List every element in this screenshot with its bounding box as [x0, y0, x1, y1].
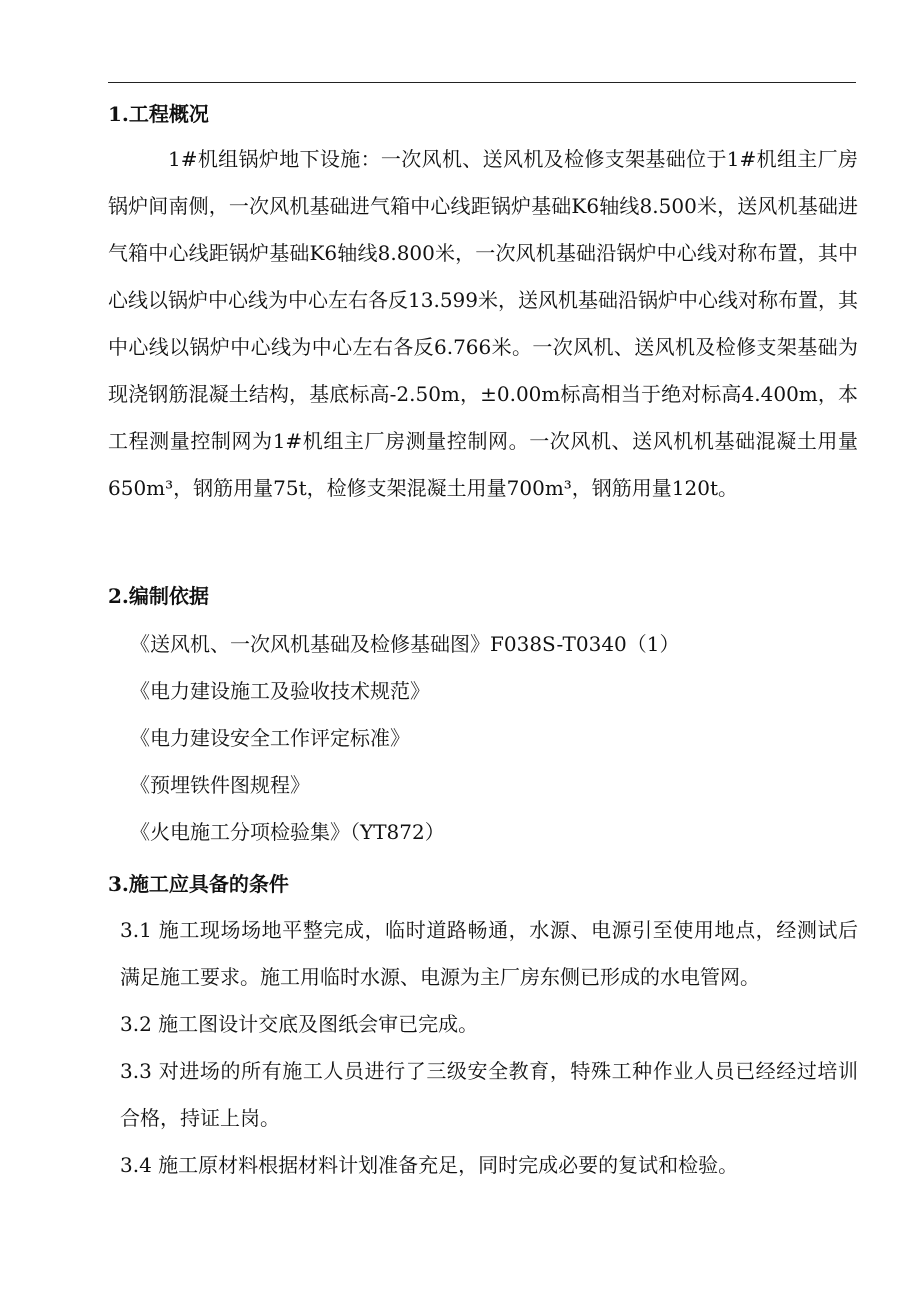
reference-item: 《电力建设施工及验收技术规范》	[130, 679, 430, 703]
reference-item: 《火电施工分项检验集》（YT872）	[130, 820, 445, 844]
section-1-heading: 1.工程概况	[108, 102, 209, 126]
reference-item: 《送风机、一次风机基础及检修基础图》F038S-T0340（1）	[130, 632, 680, 656]
condition-item: 3.3 对进场的所有施工人员进行了三级安全教育，特殊工种作业人员已经经过培训合格，持证上岗。	[120, 1059, 858, 1130]
header-rule	[108, 82, 856, 83]
section-2-heading: 2.编制依据	[108, 584, 209, 608]
condition-item: 3.1 施工现场场地平整完成，临时道路畅通，水源、电源引至使用地点，经测试后满足施工要求。施工用临时水源、电源为主厂房东侧已形成的水电管网。	[120, 918, 858, 989]
section-3-heading: 3.施工应具备的条件	[108, 872, 289, 896]
section-1-paragraph: 1#机组锅炉地下设施：一次风机、送风机及检修支架基础位于1#机组主厂房锅炉间南侧，一次风机基础进气箱中心线距锅炉基础K6轴线8.500米，送风机基础进气箱中心线距锅炉基础K6轴线8.800米，一次风机基础沿锅炉中心线对称布置，其中心线以锅炉中心线为中心左右各反13.599米，送风机基础沿锅炉中心线对称布置，其中心线以锅炉中心线为中心左右各反6.766米。一次风机、送风机及检修支架基础为现浇钢筋混凝土结构，基底标高-2.50m，±0.00m标高相当于绝对标高4.400m，本工程测量控制网为1#机组主厂房测量控制网。一次风机、送风机机基础混凝土用量650m³，钢筋用量75t，检修支架混凝土用量700m³，钢筋用量120t。	[108, 147, 858, 500]
reference-item: 《电力建设安全工作评定标准》	[130, 726, 410, 750]
condition-item: 3.4 施工原材料根据材料计划准备充足，同时完成必要的复试和检验。	[120, 1153, 739, 1177]
condition-item: 3.2 施工图设计交底及图纸会审已完成。	[120, 1012, 479, 1036]
reference-item: 《预埋铁件图规程》	[130, 773, 310, 797]
